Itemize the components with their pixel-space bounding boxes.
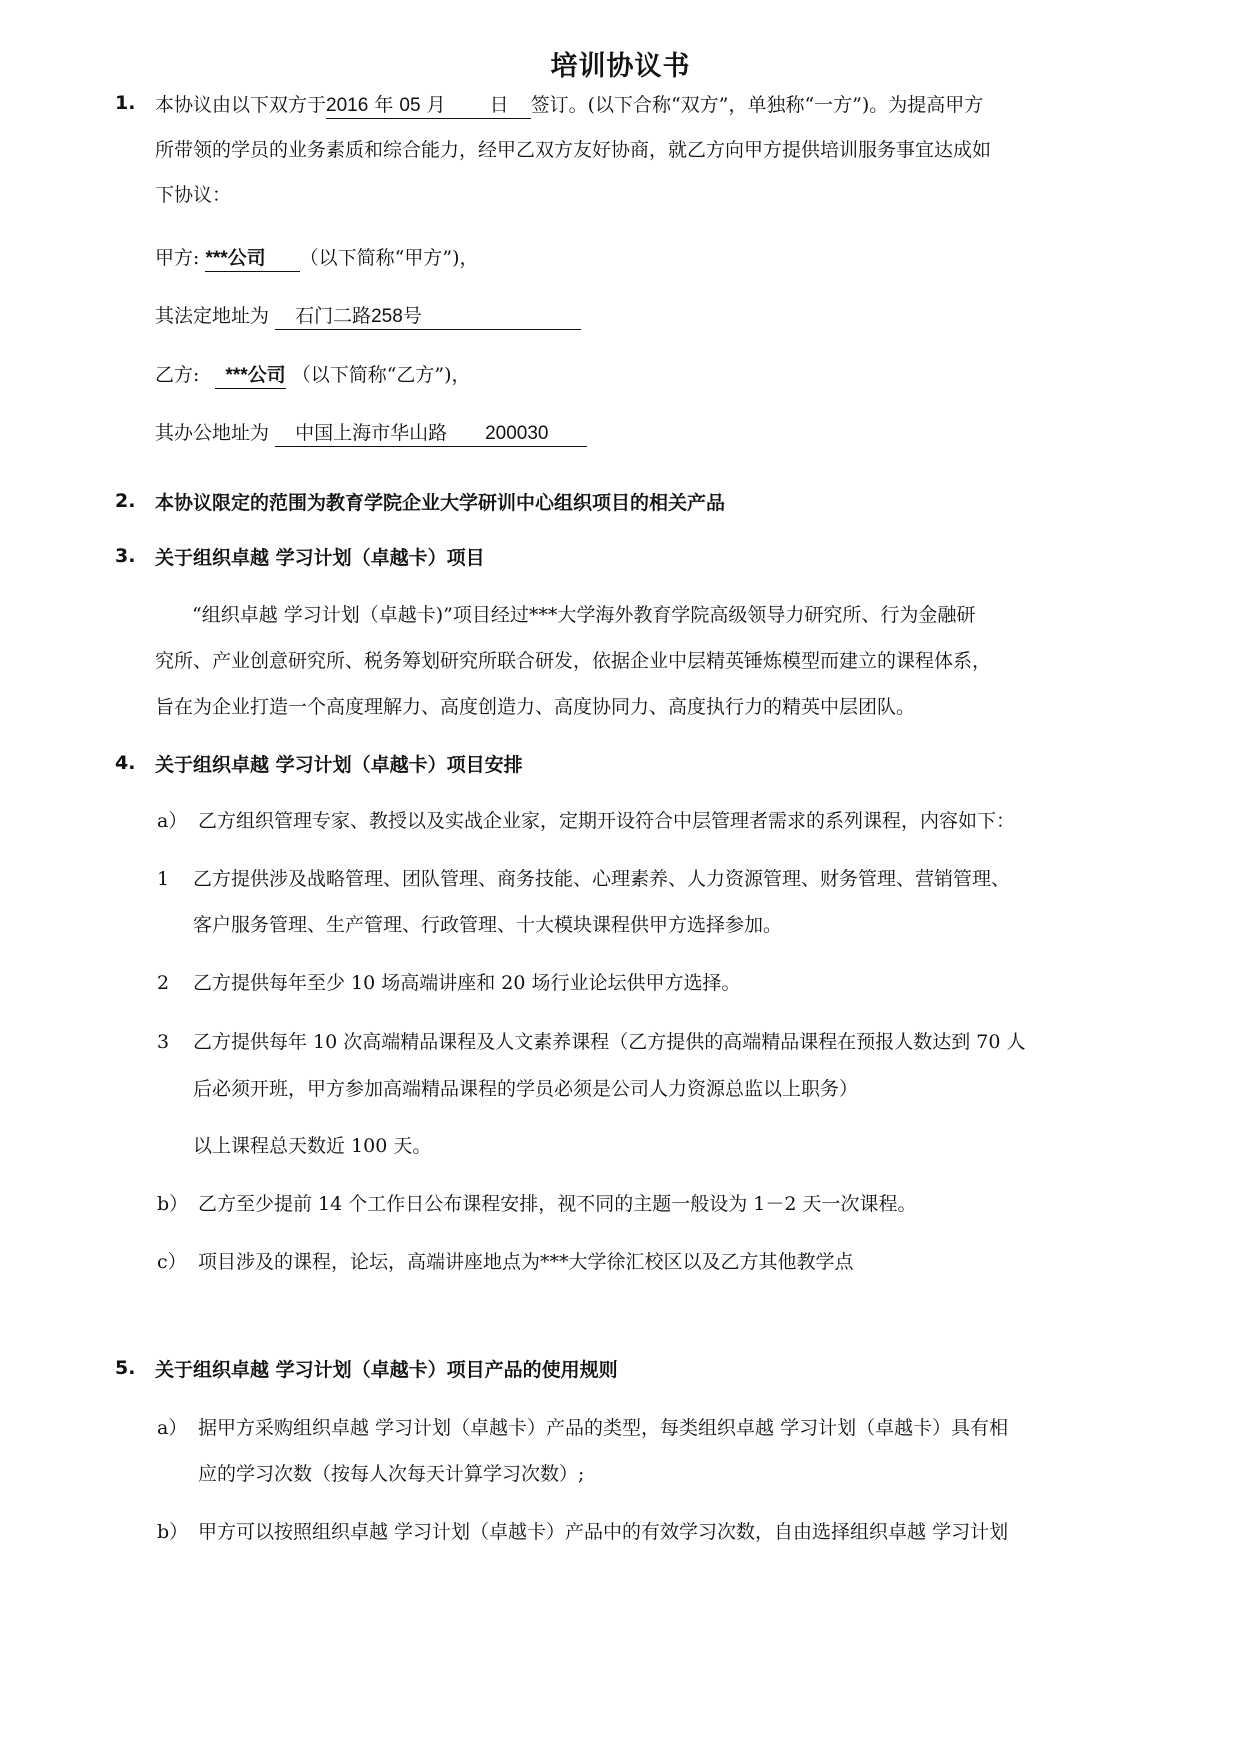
section-1-line-3: 下协议： — [155, 184, 232, 206]
party-a-label: 甲方: — [155, 247, 200, 269]
section-3-para-line-1: “组织卓越 学习计划（卓越卡)”项目经过***大学海外教育学院高级领导力研究所、行为金融研 — [192, 604, 976, 626]
office-address-label: 其办公地址为 — [155, 422, 270, 444]
section-3-number: 3. — [115, 545, 136, 567]
item-2-text: 乙方提供每年至少 10 场高端讲座和 20 场行业论坛供甲方选择。 — [193, 972, 741, 994]
item-1-label: 1 — [157, 868, 170, 890]
office-address-text: 中国上海市华山路 — [295, 422, 448, 444]
section-1-line-2: 所带领的学员的业务素质和综合能力，经甲乙双方友好协商，就乙方向甲方提供培训服务事宜达成如 — [155, 139, 992, 161]
section-1-line-1 — [155, 92, 983, 119]
section-5-b-line-1: 甲方可以按照组织卓越 学习计划（卓越卡）产品中的有效学习次数，自由选择组织卓越 学习计划 — [198, 1521, 1009, 1543]
section-3-para-line-2: 究所、产业创意研究所、税务筹划研究所联合研发，依据企业中层精英锤炼模型而建立的课程体系， — [155, 650, 992, 672]
year-unit: 年 — [374, 94, 394, 116]
section-5-a-label: a） — [157, 1417, 188, 1439]
section-2-heading: 本协议限定的范围为教育学院企业大学研训中心组织项目的相关产品 — [155, 492, 726, 514]
section-5-a-line-1: 据甲方采购组织卓越 学习计划（卓越卡）产品的类型，每类组织卓越 学习计划（卓越卡）具有相 — [198, 1417, 1009, 1439]
legal-address-line — [155, 303, 581, 330]
party-b-field — [215, 363, 285, 389]
intro-text: 本协议由以下双方于 — [155, 94, 327, 116]
section-5-heading: 关于组织卓越 学习计划（卓越卡）项目产品的使用规则 — [155, 1359, 618, 1381]
section-4-a-label: a） — [157, 810, 188, 832]
party-a-note: （以下简称“甲方”)， — [299, 247, 479, 269]
party-a-field — [205, 246, 299, 272]
office-address-field — [275, 421, 587, 447]
section-4-c-label: c） — [157, 1251, 187, 1273]
legal-address-unit: 号 — [402, 305, 422, 327]
party-b-name: ***公司 — [225, 365, 286, 386]
legal-address-label: 其法定地址为 — [155, 305, 270, 327]
month-unit: 月 — [426, 94, 446, 116]
section-4-b-text: 乙方至少提前 14 个工作日公布课程安排，视不同的主题一般设为 1－2 天一次课程。 — [198, 1193, 917, 1215]
legal-address-field — [275, 304, 581, 330]
section-3-para-line-3: 旨在为企业打造一个高度理解力、高度创造力、高度协同力、高度执行力的精英中层团队。 — [155, 696, 916, 718]
party-b-label: 乙方: — [155, 364, 200, 386]
section-2-number: 2. — [115, 490, 136, 512]
item-2-label: 2 — [157, 972, 170, 994]
day-unit: 日 — [489, 94, 509, 116]
section-5-a-line-2: 应的学习次数（按每人次每天计算学习次数）; — [198, 1463, 585, 1485]
item-1-line-1: 乙方提供涉及战略管理、团队管理、商务技能、心理素养、人力资源管理、财务管理、营销管理、 — [193, 868, 1011, 890]
section-3-heading: 关于组织卓越 学习计划（卓越卡）项目 — [155, 547, 485, 569]
party-a-line — [155, 245, 478, 272]
office-address-zip: 200030 — [485, 423, 549, 444]
section-5-number: 5. — [115, 1357, 136, 1379]
intro-text-cont: 签订。(以下合称“双方”，单独称“一方”)。为提高甲方 — [530, 94, 984, 116]
section-4-b-label: b） — [157, 1193, 189, 1215]
item-1-line-2: 客户服务管理、生产管理、行政管理、十大模块课程供甲方选择参加。 — [193, 914, 783, 936]
item-3-line-1: 乙方提供每年 10 次高端精品课程及人文素养课程（乙方提供的高端精品课程在预报人数达到 70 人 — [193, 1031, 1026, 1053]
office-address-line — [155, 420, 587, 447]
section-4-heading: 关于组织卓越 学习计划（卓越卡）项目安排 — [155, 754, 523, 776]
sign-month: 05 — [399, 95, 421, 116]
item-3-label: 3 — [157, 1031, 170, 1053]
sign-year: 2016 — [326, 95, 369, 116]
section-1-number: 1. — [115, 92, 136, 114]
party-b-line — [155, 362, 471, 389]
course-days-summary: 以上课程总天数近 100 天。 — [193, 1135, 432, 1157]
party-a-name: ***公司 — [205, 248, 266, 269]
section-4-number: 4. — [115, 752, 136, 774]
legal-address-street: 石门二路 — [295, 305, 372, 327]
party-b-note: （以下简称“乙方”)， — [291, 364, 471, 386]
document-title: 培训协议书 — [550, 51, 691, 82]
section-5-b-label: b） — [157, 1521, 189, 1543]
item-3-line-2: 后必须开班，甲方参加高端精品课程的学员必须是公司人力资源总监以上职务） — [193, 1078, 859, 1100]
section-4-c-text: 项目涉及的课程，论坛，高端讲座地点为***大学徐汇校区以及乙方其他教学点 — [198, 1251, 854, 1273]
sign-date — [326, 93, 531, 119]
section-4-a-text: 乙方组织管理专家、教授以及实战企业家，定期开设符合中层管理者需求的系列课程，内容如下： — [198, 810, 1016, 832]
legal-address-number: 258 — [371, 306, 403, 327]
